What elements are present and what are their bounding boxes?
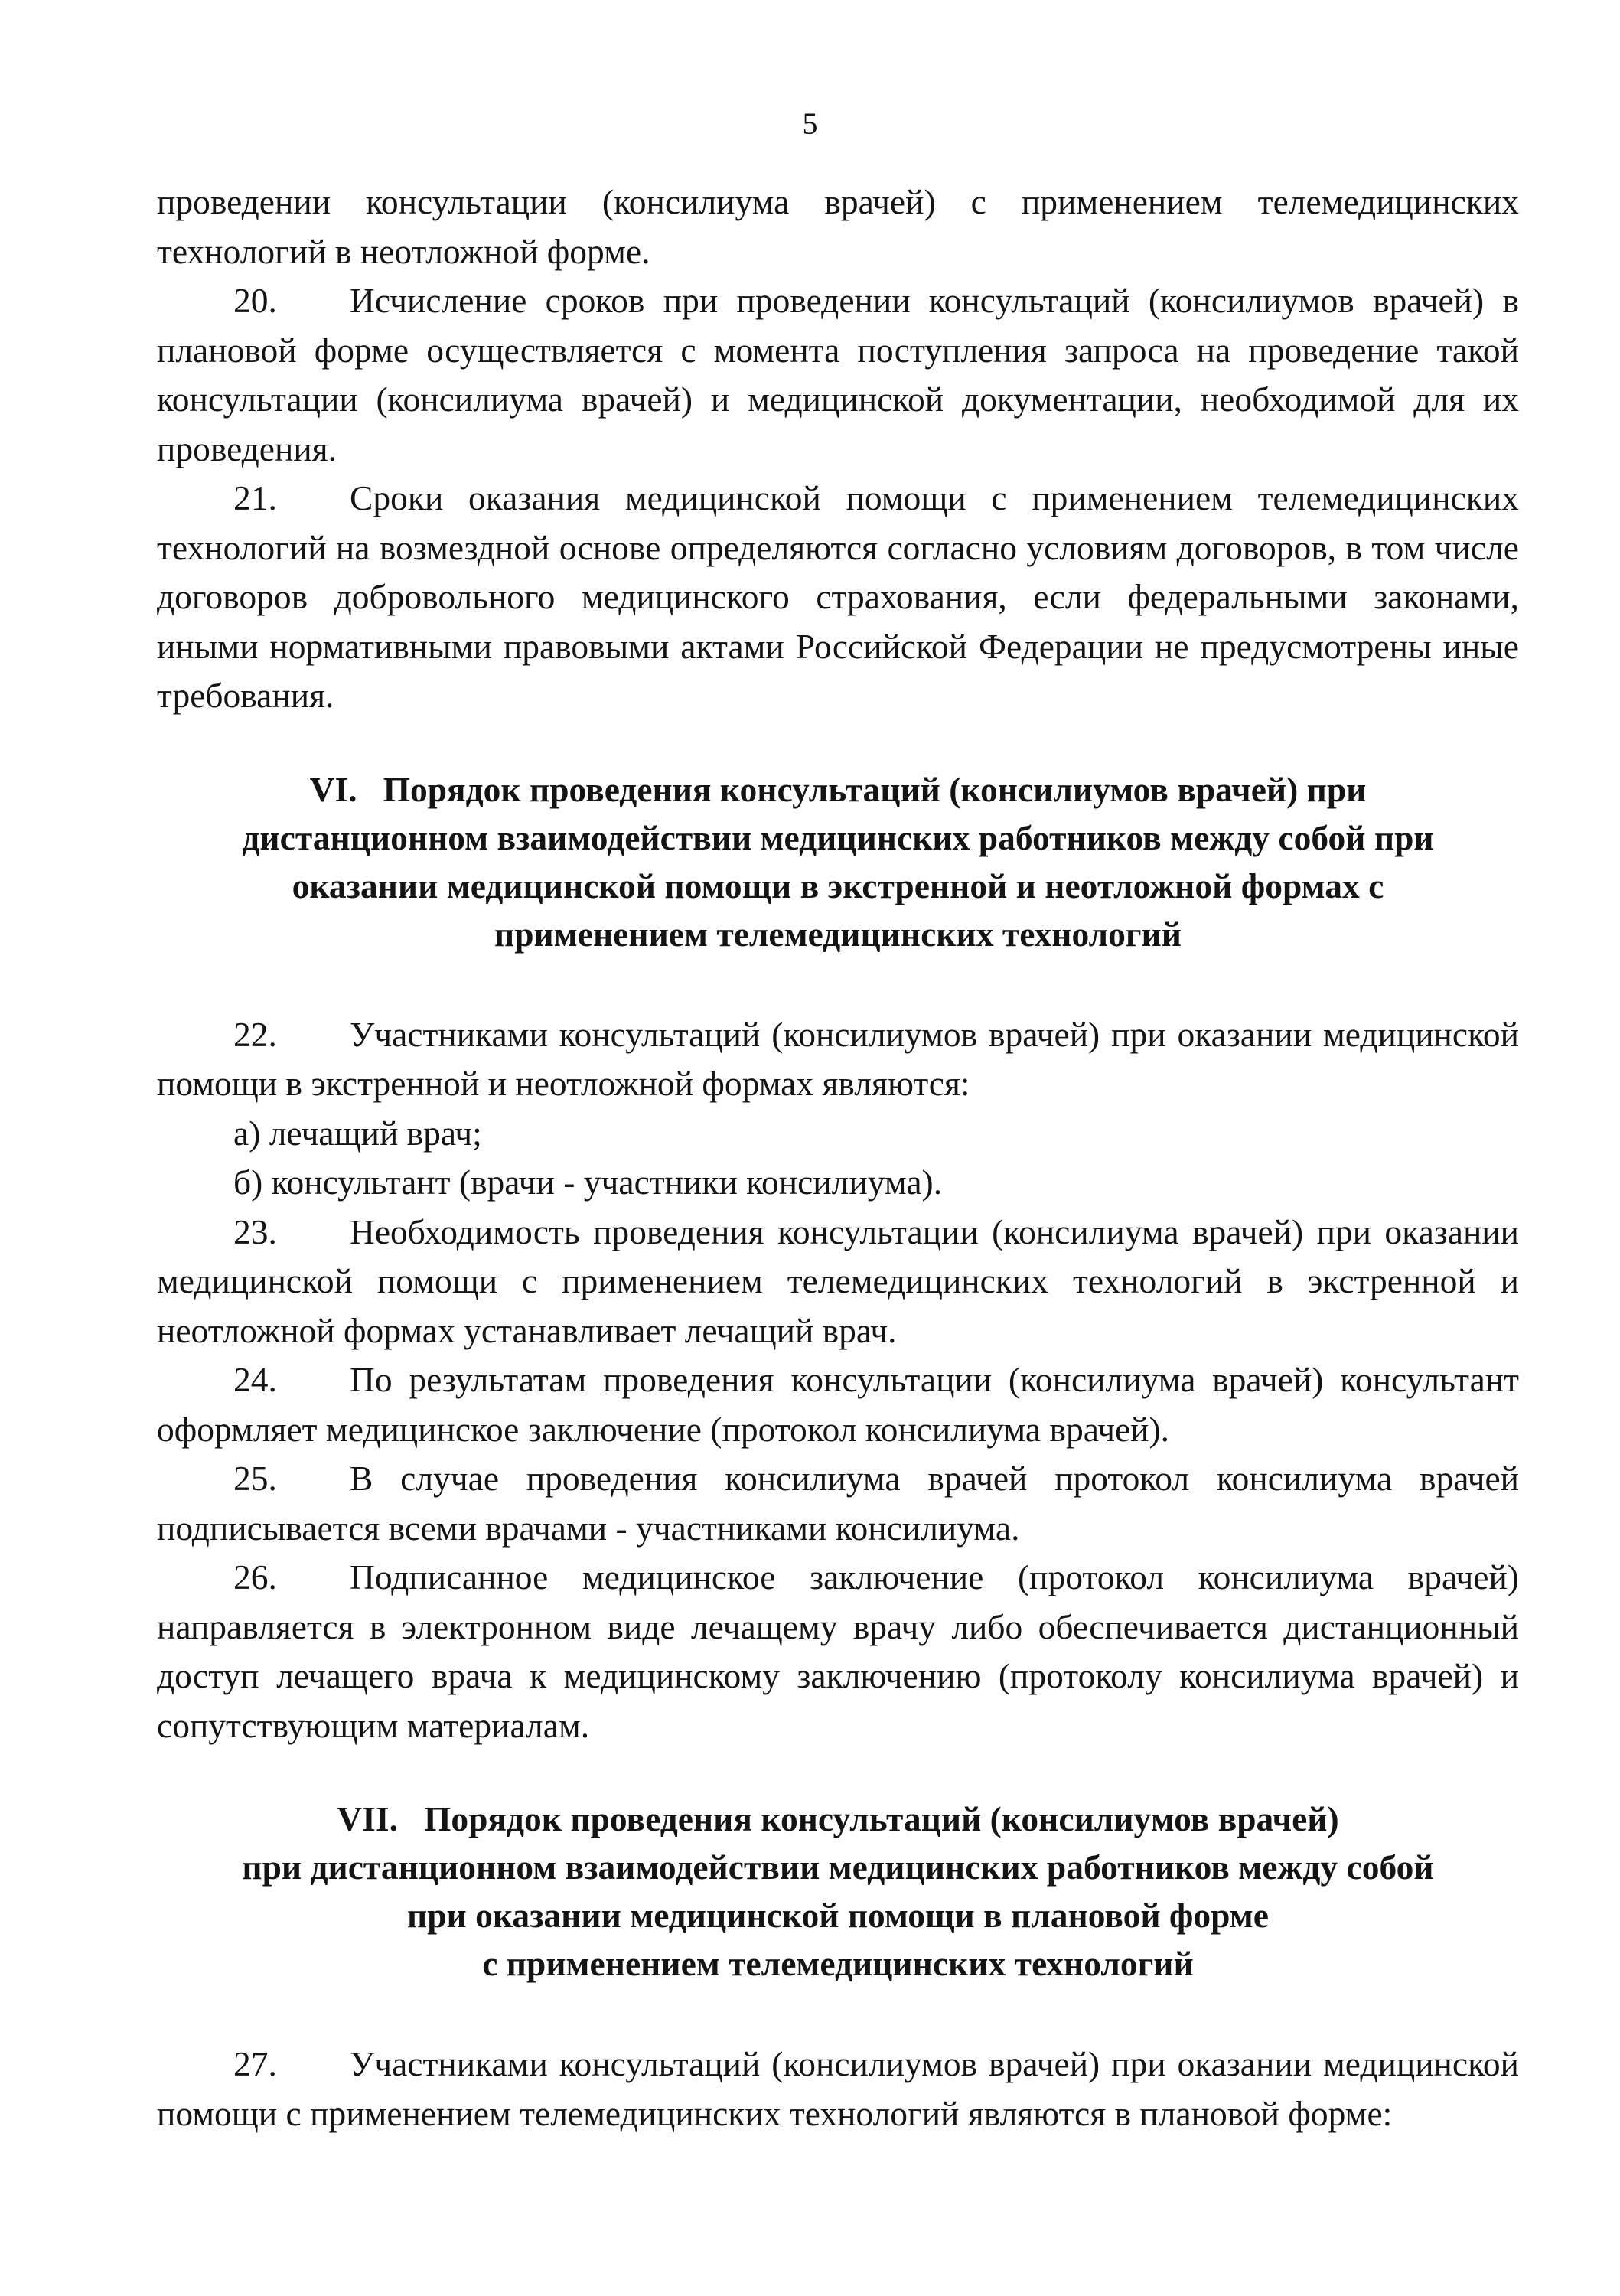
list-item-b xyxy=(157,1158,1519,1208)
paragraph-22 xyxy=(157,1010,1519,1109)
paragraph-27 xyxy=(157,2040,1519,2138)
section-title-line-3: при оказании медицинской помощи в плановой форме xyxy=(407,1896,1269,1935)
paragraph-text: Участниками консультаций (консилиумов врачей) при оказании медицинской помощи в экстренной и неотложной формах являются: xyxy=(157,1014,1519,1103)
paragraph-text: По результатам проведения консультации (консилиума врачей) консультант оформляет медицинское заключение (протокол консилиума врачей). xyxy=(157,1360,1519,1449)
section-title-text: Порядок проведения консультаций (консилиумов врачей) xyxy=(423,1799,1339,1838)
paragraph-21 xyxy=(157,474,1519,721)
paragraph-20 xyxy=(157,276,1519,474)
section-heading-vi xyxy=(157,765,1519,958)
section-title-line-4: с применением телемедицинских технологий xyxy=(482,1944,1194,1983)
section-heading-vii xyxy=(157,1795,1519,1988)
paragraph-number: 24. xyxy=(233,1360,277,1399)
paragraph-text: Участниками консультаций (консилиумов врачей) при оказании медицинской помощи с применением телемедицинских технологий являются в плановой форме: xyxy=(157,2044,1519,2133)
paragraph-26 xyxy=(157,1553,1519,1750)
section-number: VII. xyxy=(337,1799,398,1838)
paragraph-24 xyxy=(157,1355,1519,1454)
paragraph-23 xyxy=(157,1208,1519,1356)
paragraph-number: 20. xyxy=(233,281,277,320)
paragraph-25 xyxy=(157,1454,1519,1553)
section-title: Порядок проведения консультаций (консилиумов врачей) при дистанционном взаимодействии медицинских работников между собой при оказании медицинской помощи в экстренной и неотложной формах с применением телемедицинских технологий xyxy=(242,769,1434,954)
list-item-a xyxy=(157,1109,1519,1159)
paragraph-text: Исчисление сроков при проведении консультаций (консилиумов врачей) в плановой форме осуществляется с момента поступления запроса на проведение такой консультации (консилиума врачей) и медицинской документации, необходимой для их проведения. xyxy=(157,281,1519,468)
paragraph-continuation xyxy=(157,178,1519,276)
section-title-line-2: при дистанционном взаимодействии медицинских работников между собой xyxy=(242,1848,1434,1887)
document-body xyxy=(157,178,1519,2138)
paragraph-text: Необходимость проведения консультации (консилиума врачей) при оказании медицинской помощи с применением телемедицинских технологий в экстренной и неотложной формах устанавливает лечащий врач. xyxy=(157,1212,1519,1350)
paragraph-number: 27. xyxy=(233,2044,277,2083)
paragraph-text: В случае проведения консилиума врачей протокол консилиума врачей подписывается всеми врачами - участниками консилиума. xyxy=(157,1459,1519,1548)
paragraph-number: 26. xyxy=(233,1557,277,1596)
page-number: 5 xyxy=(802,106,818,141)
paragraph-text: проведении консультации (консилиума врачей) с применением телемедицинских технологий в неотложной форме. xyxy=(157,182,1519,271)
section-number: VI. xyxy=(309,769,357,809)
paragraph-number: 22. xyxy=(233,1014,277,1054)
section-title-line-1 xyxy=(187,1795,1488,1843)
paragraph-number: 21. xyxy=(233,478,277,517)
paragraph-text: Сроки оказания медицинской помощи с применением телемедицинских технологий на возмездной основе определяются согласно условиям договоров, в том числе договоров добровольного медицинского страхования, если федеральными законами, иными нормативными правовыми актами Российской Федерации не предусмотрены иные требования. xyxy=(157,478,1519,715)
paragraph-number: 23. xyxy=(233,1212,277,1251)
paragraph-number: 25. xyxy=(233,1459,277,1498)
list-item-text: а) лечащий врач; xyxy=(233,1113,482,1153)
list-item-text: б) консультант (врачи - участники консилиума). xyxy=(233,1163,943,1202)
paragraph-text: Подписанное медицинское заключение (протокол консилиума врачей) направляется в электронном виде лечащему врачу либо обеспечивается дистанционный доступ лечащего врача к медицинскому заключению (протоколу консилиума врачей) и сопутствующим материалам. xyxy=(157,1557,1519,1745)
